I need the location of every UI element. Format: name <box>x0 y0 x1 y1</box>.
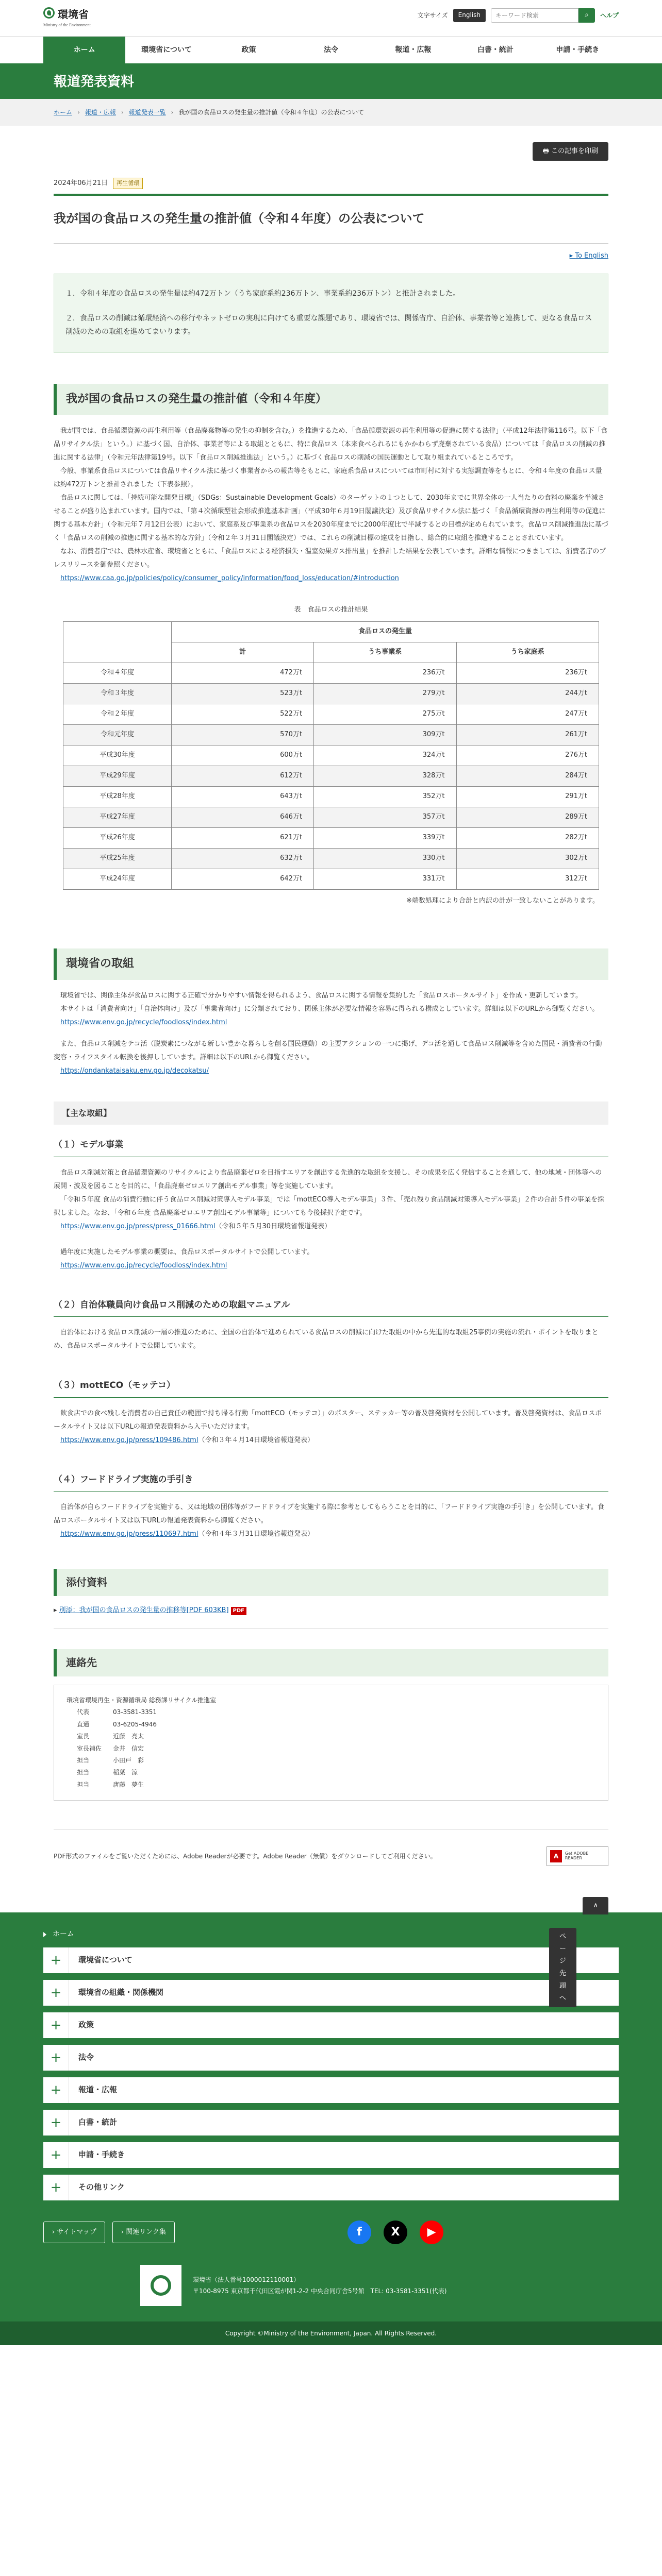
contact-row <box>67 1706 595 1718</box>
adobe-icon: A <box>550 1850 562 1862</box>
table-note: ※端数処理により合計と内訳の計が一致しないことがあります。 <box>406 896 599 905</box>
contact-row <box>67 1743 595 1755</box>
footer-org-number: （法人番号1000012110001） <box>211 2276 300 2283</box>
attachment-link[interactable]: 別添：我が国の食品ロスの発生量の推移等[PDF 603KB] <box>59 1606 229 1614</box>
sitemap-button[interactable]: › サイトマップ <box>43 2222 105 2243</box>
household-cell: 312万t <box>456 869 599 889</box>
paragraph: 自治体が自らフードドライブを実施する、又は地域の団体等がフードドライブを実施する際に参考としてもらうことを目的に、「フードドライブ実施の手引き」を公開しています。食品ロスポータルサイト又は以下URLの報道発表資料から御覧ください。 <box>54 1503 604 1524</box>
press-109486-link[interactable]: https://www.env.go.jp/press/109486.html <box>60 1436 198 1444</box>
business-cell: 331万t <box>314 869 456 889</box>
household-cell: 276万t <box>456 745 599 766</box>
link-note: （令和３年４月14日環境省報道発表） <box>198 1436 314 1444</box>
table-row <box>63 786 599 807</box>
footer-nav-item[interactable] <box>43 2110 619 2136</box>
paragraph: 食品ロス削減対策と食品循環資源のリサイクルにより食品廃棄ゼロを目指すエリアを創出する先進的な取組を支援し、その成果を広く発信することを通して、他の地域・団体等への展開・波及を図ることを目的に、「食品廃棄ゼロエリア創出モデル事業」等を実施しています。 <box>54 1168 602 1190</box>
table-row <box>63 848 599 869</box>
year-cell: 平成24年度 <box>63 869 172 889</box>
section-heading-estimate: 我が国の食品ロスの発生量の推計値（令和４年度） <box>54 384 608 415</box>
contact-key: 直通 <box>77 1720 90 1728</box>
footer-nav-label: その他リンク <box>78 2182 125 2192</box>
food-drive-heading: （４）フードドライブ実施の手引き <box>54 1472 608 1492</box>
paragraph: 我が国では、食品循環資源の再生利用等（食品廃棄物等の発生の抑制を含む。）を推進するため、「食品循環資源の再生利用等の促進に関する法律」（平成12年法律第116号。以下「食品リサイクル法」という。）に基づく国、自治体、事業者等による取組とともに、特に食品ロス（本来食べられるにもかかわらず廃棄されている食品）については「食品ロスの削減の推進に関する法律」（令和元年法律第19号。以下「食品ロス削減推進法」という。）に基づく食品ロスの削減の国民運動として取り組まれているところです。 <box>54 427 608 462</box>
plus-icon[interactable]: + <box>43 1980 69 2006</box>
contact-value: 03-6205-4946 <box>113 1720 157 1728</box>
contact-value: 金井 信宏 <box>113 1744 144 1752</box>
plus-icon[interactable]: + <box>43 2142 69 2168</box>
year-cell: 令和４年度 <box>63 663 172 683</box>
table-row <box>63 724 599 745</box>
contact-box <box>54 1685 608 1801</box>
mottECO-body <box>54 1407 608 1447</box>
search-box <box>491 8 595 23</box>
year-cell: 令和３年度 <box>63 683 172 704</box>
table-caption: 表 食品ロスの推計結果 <box>294 605 368 614</box>
page-title-band <box>0 65 662 99</box>
model-project-body <box>54 1166 608 1273</box>
paragraph: なお、消費者庁では、農林水産省、環境省とともに、「食品ロスによる経済損失・温室効果ガス排出量」を推計した結果を公表しています。詳細な情報につきましては、消費者庁のプレスリリースを御参照ください。 <box>54 547 606 569</box>
breadcrumb-press-list[interactable]: 報道発表一覧 <box>128 109 166 116</box>
household-cell: 282万t <box>456 827 599 848</box>
breadcrumb-home[interactable]: ホーム <box>54 109 73 116</box>
total-cell: 642万t <box>172 869 314 889</box>
breadcrumb <box>0 99 662 126</box>
year-cell: 平成26年度 <box>63 827 172 848</box>
header-tools <box>418 8 619 23</box>
plus-icon[interactable]: + <box>43 2077 69 2103</box>
search-icon[interactable]: ⌕ <box>578 8 595 23</box>
contact-value: 近藤 亮太 <box>113 1733 144 1740</box>
press-01666-link[interactable]: https://www.env.go.jp/press/press_01666.html <box>60 1222 216 1230</box>
total-cell: 600万t <box>172 745 314 766</box>
contact-value: 稲葉 涼 <box>113 1769 138 1776</box>
contact-key: 担当 <box>77 1756 90 1764</box>
contact-key: 室長補佐 <box>77 1744 102 1752</box>
col-household: うち家庭系 <box>456 642 599 663</box>
total-cell: 621万t <box>172 827 314 848</box>
decokatsu-link[interactable]: https://ondankataisaku.env.go.jp/decokatsu/ <box>60 1066 209 1075</box>
paragraph: 今般、事業系食品ロスについては食品リサイクル法に基づく事業者からの報告等をもとに、家庭系食品ロスについては市町村に対する実態調査等をもとに、令和４年度の食品ロス量は約472万トンと推計されました（下表参照）。 <box>54 467 602 488</box>
logo-english: Ministry of the Environment <box>43 23 91 27</box>
to-english-label: To English <box>575 252 608 260</box>
table-row <box>63 827 599 848</box>
total-cell: 472万t <box>172 663 314 683</box>
site-header <box>22 0 640 36</box>
total-cell: 612万t <box>172 766 314 786</box>
year-cell: 平成29年度 <box>63 766 172 786</box>
contact-row <box>67 1719 595 1731</box>
col-total: 計 <box>172 642 314 663</box>
summary-box <box>54 274 608 353</box>
help-link[interactable]: ヘルプ <box>600 11 619 19</box>
business-cell: 236万t <box>314 663 456 683</box>
caa-link[interactable]: https://www.caa.go.jp/policies/policy/consumer_policy/information/food_loss/education/#introduction <box>60 574 399 582</box>
article-date: 2024年06月21日 <box>54 179 108 187</box>
footer-org-name: 環境省 <box>193 2276 212 2283</box>
plus-icon[interactable]: + <box>43 2045 69 2071</box>
article-meta <box>22 177 640 190</box>
plus-icon[interactable]: + <box>43 1947 69 1973</box>
page-top-label: ページ先頭へ <box>549 1928 576 2007</box>
food-drive-body <box>54 1501 608 1541</box>
year-cell: 令和元年度 <box>63 724 172 745</box>
gnav-policy[interactable]: 政策 <box>241 46 256 54</box>
business-cell: 275万t <box>314 704 456 724</box>
section-body-estimate <box>54 425 608 585</box>
table-row <box>63 663 599 683</box>
pdf-icon: PDF <box>231 1607 246 1615</box>
contact-value: 小田戸 彩 <box>113 1756 144 1764</box>
year-cell: 平成27年度 <box>63 807 172 827</box>
total-cell: 643万t <box>172 786 314 807</box>
font-size-control[interactable]: 文字サイズ <box>417 11 448 19</box>
footer-org <box>22 2265 640 2306</box>
contact-key: 室長 <box>77 1733 90 1740</box>
english-button[interactable]: English <box>453 9 486 22</box>
footer-nav-label: 申請・手続き <box>78 2150 125 2160</box>
footer-nav-item[interactable] <box>43 2175 619 2200</box>
gnav-law[interactable]: 法令 <box>323 46 338 54</box>
footer-home-link[interactable] <box>43 1918 619 1947</box>
paragraph: 本サイトは「消費者向け」「自治体向け」及び「事業者向け」に分類されており、関係主体が必要な情報を容易に得られる構成としています。詳細は以下のURLから御覧ください。 <box>60 1005 599 1013</box>
link-note: （令和４年３月31日環境省報道発表） <box>198 1530 314 1538</box>
contact-heading: 連絡先 <box>54 1649 608 1676</box>
footer-nav-label: 法令 <box>78 2053 94 2062</box>
business-cell: 324万t <box>314 745 456 766</box>
page-top-button[interactable]: ∧ ページ先頭へ <box>583 1897 608 1914</box>
gnav-whitepaper[interactable]: 白書・統計 <box>477 46 514 54</box>
main-efforts-heading: 【主な取組】 <box>54 1101 608 1125</box>
business-cell: 279万t <box>314 683 456 704</box>
table-row <box>63 745 599 766</box>
footer-nav-label: 政策 <box>78 2020 94 2030</box>
plus-icon[interactable]: + <box>43 2012 69 2038</box>
contact-value: 03-3581-3351 <box>113 1708 157 1716</box>
breadcrumb-current: 我が国の食品ロスの発生量の推計値（令和４年度）の公表について <box>178 109 365 116</box>
paragraph: 食品ロスに関しては、「持続可能な開発目標」（SDGs：Sustainable Development Goals）のターゲットの１つとして、2030年までに世界全体の一人当たりの食料の廃棄を半減させることが盛り込まれています。国内では、「第４次循環型社会形成推進基本計画」（平成30年６月19日閣議決定）及び食品リサイクル法に基づく「食品循環資源の再生利用等の促進に関する基本方針」（令和元年７月12日公表）において、家庭系及び事業系の食品ロスを2030年度までに2000年度比で半減するとの目標が定められています。食品ロス削減推進法に基づく「食品ロスの削減の推進に関する基本的な方針」（令和２年３月31日閣議決定）では、これらの削減目標の達成を目指し、総合的に取組を推進することとされています。 <box>54 494 608 542</box>
section-body-efforts <box>54 989 608 1078</box>
footer-nav-label: 環境省の組織・関係機関 <box>78 1988 164 1997</box>
print-button[interactable]: 🖶 この記事を印刷 <box>533 142 608 161</box>
sns-links <box>347 2221 443 2244</box>
footer-emblem-icon <box>140 2265 181 2306</box>
year-cell: 平成25年度 <box>63 848 172 869</box>
gnav-press[interactable]: 報道・広報 <box>395 46 432 54</box>
ministry-emblem-icon <box>43 7 55 19</box>
paragraph: 過年度に実施したモデル事業の概要は、食品ロスポータルサイトで公開しています。 <box>60 1248 314 1256</box>
household-cell: 261万t <box>456 724 599 745</box>
paragraph: 飲食店での食べ残しを消費者の自己責任の範囲で持ち帰る行動「mottECO（モッテコ）」のポスター、ステッカー等の普及啓発資材を公開しています。普及啓発資材は、食品ロスポータルサイト又は以下URLの報道発表資料から入手いただけます。 <box>54 1409 602 1431</box>
contact-row <box>67 1755 595 1767</box>
footer-nav-label: 報道・広報 <box>78 2085 118 2095</box>
attachments-list: ▸ 別添：我が国の食品ロスの発生量の推移等[PDF 603KB] PDF <box>54 1604 608 1629</box>
table-row <box>63 766 599 786</box>
adobe-text: PDF形式のファイルをご覧いただくためには、Adobe Readerが必要です。Adobe Reader（無償）をダウンロードしてご利用ください。 <box>54 1853 437 1860</box>
section-heading-efforts: 環境省の取組 <box>54 948 608 980</box>
paragraph: 自治体における食品ロス削減の一層の推進のために、全国の自治体で進められている食品ロスの削減に向けた取組の中から先進的な取組25事例の実施の流れ・ポイントを取りまとめ、食品ロスポータルサイトで公開しています。 <box>54 1329 599 1350</box>
paragraph: 環境省では、関係主体が食品ロスに関する正確で分かりやすい情報を得られるよう、食品ロスに関する情報を集約した「食品ロスポータルサイト」を作成・更新しています。 <box>60 991 583 999</box>
sitemap-label: サイトマップ <box>57 2228 96 2236</box>
footer-nav-label: 環境省について <box>78 1955 133 1965</box>
manual-heading: （２）自治体職員向け食品ロス削減のための取組マニュアル <box>54 1297 608 1317</box>
gnav-about[interactable]: 環境省について <box>141 46 192 54</box>
household-cell: 247万t <box>456 704 599 724</box>
mottECO-heading: （３）mottECO（モッテコ） <box>54 1378 608 1397</box>
contact-org: 環境省環境再生・資源循環局 総務課リサイクル推進室 <box>67 1697 217 1704</box>
business-cell: 352万t <box>314 786 456 807</box>
contact-key: 担当 <box>77 1769 90 1776</box>
site-logo[interactable] <box>43 5 95 31</box>
link-note: （令和５年５月30日環境省報道発表） <box>215 1222 332 1230</box>
table-row <box>63 807 599 827</box>
paragraph: また、食品ロス削減をテコ活（脱炭素につながる新しい豊かな暮らしを創る国民運動）の主要アクションの一つに掲げ、デコ活を通して食品ロス削減等を含めた国民・消費者の行動変容・ライフスタイル転換を後押ししています。詳細は以下のURLから御覧ください。 <box>54 1040 602 1061</box>
contact-row <box>67 1731 595 1742</box>
footer-nav-item[interactable] <box>43 2077 619 2103</box>
business-cell: 357万t <box>314 807 456 827</box>
summary-item: ２．食品ロスの削減は循環経済への移行やネットゼロの実現に向けても重要な課題であり、環境省では、関係省庁、自治体、事業者等と連携して、更なる食品ロス削減のための取組を進めてまいります。 <box>65 314 592 336</box>
contact-row <box>67 1779 595 1791</box>
contact-key: 代表 <box>77 1708 90 1716</box>
footer-nav-item[interactable] <box>43 2142 619 2168</box>
household-cell: 291万t <box>456 786 599 807</box>
contact-value: 唐藤 夢生 <box>113 1781 144 1788</box>
gnav-application[interactable]: 申請・手続き <box>556 46 600 54</box>
footer-home-label: ホーム <box>53 1930 74 1939</box>
model-project-heading: （１）モデル事業 <box>54 1137 608 1157</box>
related-links-label: 関連リンク集 <box>126 2228 167 2236</box>
year-cell: 平成30年度 <box>63 745 172 766</box>
search-input[interactable] <box>491 8 578 23</box>
total-cell: 632万t <box>172 848 314 869</box>
category-tag[interactable]: 再生循環 <box>113 178 143 189</box>
footer-nav-label: 白書・統計 <box>78 2117 118 2127</box>
business-cell: 328万t <box>314 766 456 786</box>
to-english-link[interactable]: ▸ To English <box>569 252 608 260</box>
facebook-icon[interactable]: f <box>347 2221 371 2244</box>
table-corner <box>63 621 172 663</box>
gnav-home[interactable]: ホーム <box>43 37 125 64</box>
footer-nav-item[interactable] <box>43 2045 619 2071</box>
footer-nav-item[interactable] <box>43 1980 619 2006</box>
year-cell: 令和２年度 <box>63 704 172 724</box>
table-row <box>63 704 599 724</box>
food-loss-table <box>63 621 599 890</box>
business-cell: 339万t <box>314 827 456 848</box>
youtube-icon[interactable]: ▶ <box>420 2221 443 2244</box>
manual-body <box>54 1326 608 1353</box>
household-cell: 236万t <box>456 663 599 683</box>
contact-row <box>67 1767 595 1778</box>
contact-key: 担当 <box>77 1781 90 1788</box>
household-cell: 284万t <box>456 766 599 786</box>
summary-item: １．令和４年度の食品ロスの発生量は約472万トン（うち家庭系約236万トン、事業系約236万トン）と推計されました。 <box>65 290 460 298</box>
logo-japanese: 環境省 <box>58 8 89 21</box>
table-row <box>63 683 599 704</box>
article-title: 我が国の食品ロスの発生量の推計値（令和４年度）の公表について <box>54 194 608 244</box>
household-cell: 244万t <box>456 683 599 704</box>
breadcrumb-press[interactable]: 報道・広報 <box>85 109 116 116</box>
table-row <box>63 869 599 889</box>
x-icon[interactable]: X <box>384 2221 407 2244</box>
press-110697-link[interactable]: https://www.env.go.jp/press/110697.html <box>60 1530 198 1538</box>
business-cell: 330万t <box>314 848 456 869</box>
related-links-button[interactable]: › 関連リンク集 <box>112 2222 175 2243</box>
attachments-heading: 添付資料 <box>54 1569 608 1596</box>
portal-link[interactable]: https://www.env.go.jp/recycle/foodloss/index.html <box>60 1018 227 1026</box>
footer-tel: TEL: 03-3581-3351(代表) <box>370 2287 447 2295</box>
global-nav <box>0 36 662 65</box>
table-group-header: 食品ロスの発生量 <box>172 621 599 642</box>
triangle-right-icon <box>43 1932 46 1937</box>
plus-icon[interactable]: + <box>43 2110 69 2136</box>
col-business: うち事業系 <box>314 642 456 663</box>
total-cell: 522万t <box>172 704 314 724</box>
total-cell: 570万t <box>172 724 314 745</box>
page-title: 報道発表資料 <box>54 74 135 90</box>
business-cell: 309万t <box>314 724 456 745</box>
footer-nav-item[interactable] <box>43 1947 619 1973</box>
footer-nav-item[interactable] <box>43 2012 619 2038</box>
household-cell: 289万t <box>456 807 599 827</box>
paragraph: 「令和５年度 食品の消費行動に伴う食品ロス削減対策導入モデル事業」では「mottECO導入モデル事業」３件、「売れ残り食品削減対策導入モデル事業」２件の合計５件の事業を採択しました。なお、「令和６年度 食品廃棄ゼロエリア創出モデル事業等」についても今後採択予定です。 <box>54 1195 605 1217</box>
total-cell: 523万t <box>172 683 314 704</box>
get-adobe-reader-button[interactable] <box>547 1846 608 1866</box>
adobe-notice <box>54 1829 608 1866</box>
footer-address: 〒100-8975 東京都千代田区霞が関1-2-2 中央合同庁舎5号館 <box>193 2287 365 2295</box>
year-cell: 平成28年度 <box>63 786 172 807</box>
plus-icon[interactable]: + <box>43 2175 69 2200</box>
get-adobe-label: Get ADOBE READER <box>565 1851 589 1861</box>
total-cell: 646万t <box>172 807 314 827</box>
household-cell: 302万t <box>456 848 599 869</box>
copyright: Copyright ©Ministry of the Environment, Japan. All Rights Reserved. <box>0 2321 662 2345</box>
portal-link-2[interactable]: https://www.env.go.jp/recycle/foodloss/index.html <box>60 1261 227 1269</box>
print-button-label: この記事を印刷 <box>551 147 598 155</box>
